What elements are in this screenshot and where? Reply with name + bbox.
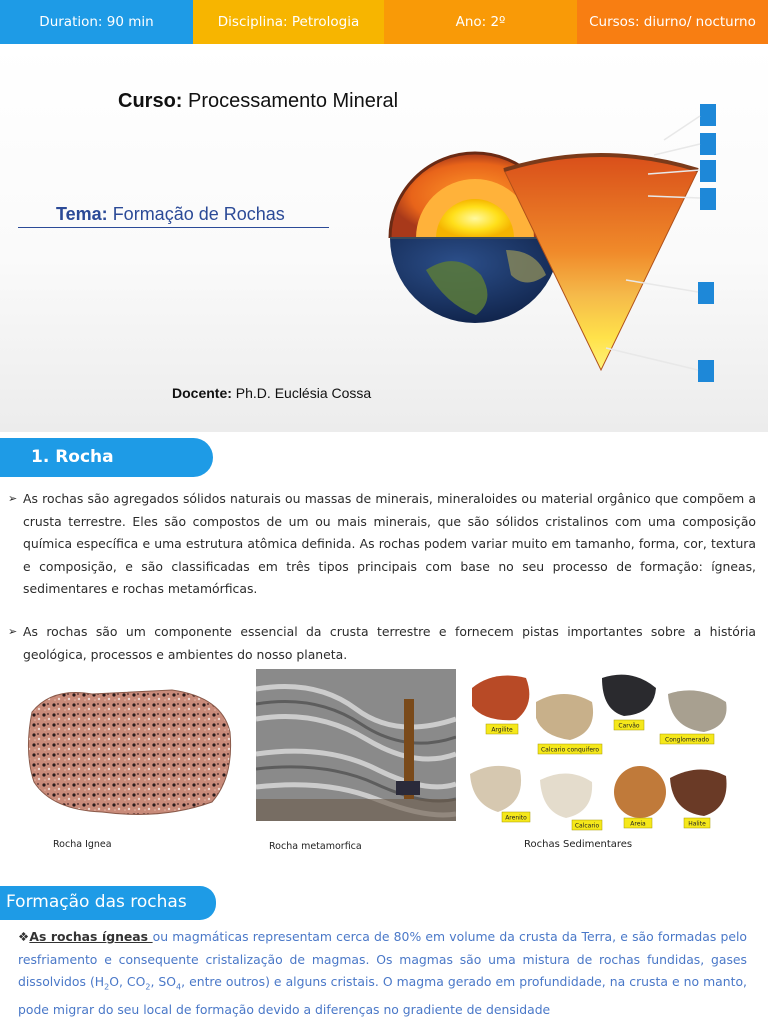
duration-cell: Duration: 90 min: [0, 0, 193, 44]
docente-line: Docente: Ph.D. Euclésia Cossa: [172, 385, 372, 401]
sed-label-calcario: Calcario: [574, 822, 600, 830]
paragraph-rocha-definition: ➢ As rochas são agregados sólidos naturais ou massas de minerais, mineraloides ou material orgânico que compõem a crusta terrestre. Eles são compostos de um ou mais minerais, que são sólidos cristalinos com uma composição química específica e uma estrutura atômica definida. As rochas podem variar muito em tamanho, forma, cor, textura e composição, e são classificadas em três tipos principais com base no seu processo de formação: ígneas, sedimentares e rochas metamórficas.: [8, 488, 756, 601]
tema-underline: [18, 227, 329, 228]
paragraph-rochas-igneas: ❖As rochas ígneas ou magmáticas representam cerca de 80% em volume da crusta da Terra, e são formadas pelo resfriamento e consequente cristalização de magmas. Os magmas são uma mistura de rochas fundidas, gases dissolvidos ($H_2O$, $CO_2$, $SO_4$, entre outros) e alguns cristais. O magma gerado em profundidade, na crusta e no manto, pode migrar do seu local de formação devido a diferenças no gradiente de densidade: [18, 929, 747, 1017]
disciplina-cell: Disciplina: Petrologia: [193, 0, 384, 44]
sedimentary-rocks-image: [464, 666, 736, 832]
paragraph-rocha-importance: ➢ As rochas são um componente essencial da crusta terrestre e fornecem pistas importantes sobre a história geológica, processos e ambientes do nosso planeta.: [8, 621, 756, 666]
sed-label-areia: Areia: [630, 820, 646, 828]
sed-label-argilite: Argilite: [491, 726, 513, 734]
ano-cell: Ano: 2º: [384, 0, 577, 44]
caption-ignea: Rocha Ignea: [53, 839, 112, 850]
bullet-arrow-icon: ➢: [8, 492, 18, 505]
sed-label-halite: Halite: [688, 820, 706, 828]
earth-cross-section-illustration: [386, 100, 746, 390]
caption-metamorfica: Rocha metamorfica: [269, 841, 362, 852]
section-heading-formacao: Formação das rochas: [0, 886, 216, 920]
metamorphic-rock-image: [256, 669, 456, 821]
sed-label-calcario-conquifero: Calcario conquifero: [540, 746, 600, 754]
section-heading-rocha: 1. Rocha: [0, 438, 213, 477]
cursos-cell: Cursos: diurno/ nocturno: [577, 0, 768, 44]
sed-label-carvao: Carvão: [618, 722, 640, 730]
sed-label-conglomerado: Conglomerado: [665, 736, 709, 744]
curso-title: Curso: Processamento Mineral: [118, 90, 399, 112]
bullet-diamond-icon: ❖: [18, 929, 30, 944]
tema-title: Tema: Formação de Rochas: [56, 204, 285, 224]
igneous-rock-image: [22, 682, 238, 822]
sed-label-arenito: Arenito: [505, 814, 527, 822]
bullet-arrow-icon: ➢: [8, 625, 18, 638]
top-bar: [0, 0, 768, 44]
caption-sedimentares: Rochas Sedimentares: [524, 839, 633, 850]
